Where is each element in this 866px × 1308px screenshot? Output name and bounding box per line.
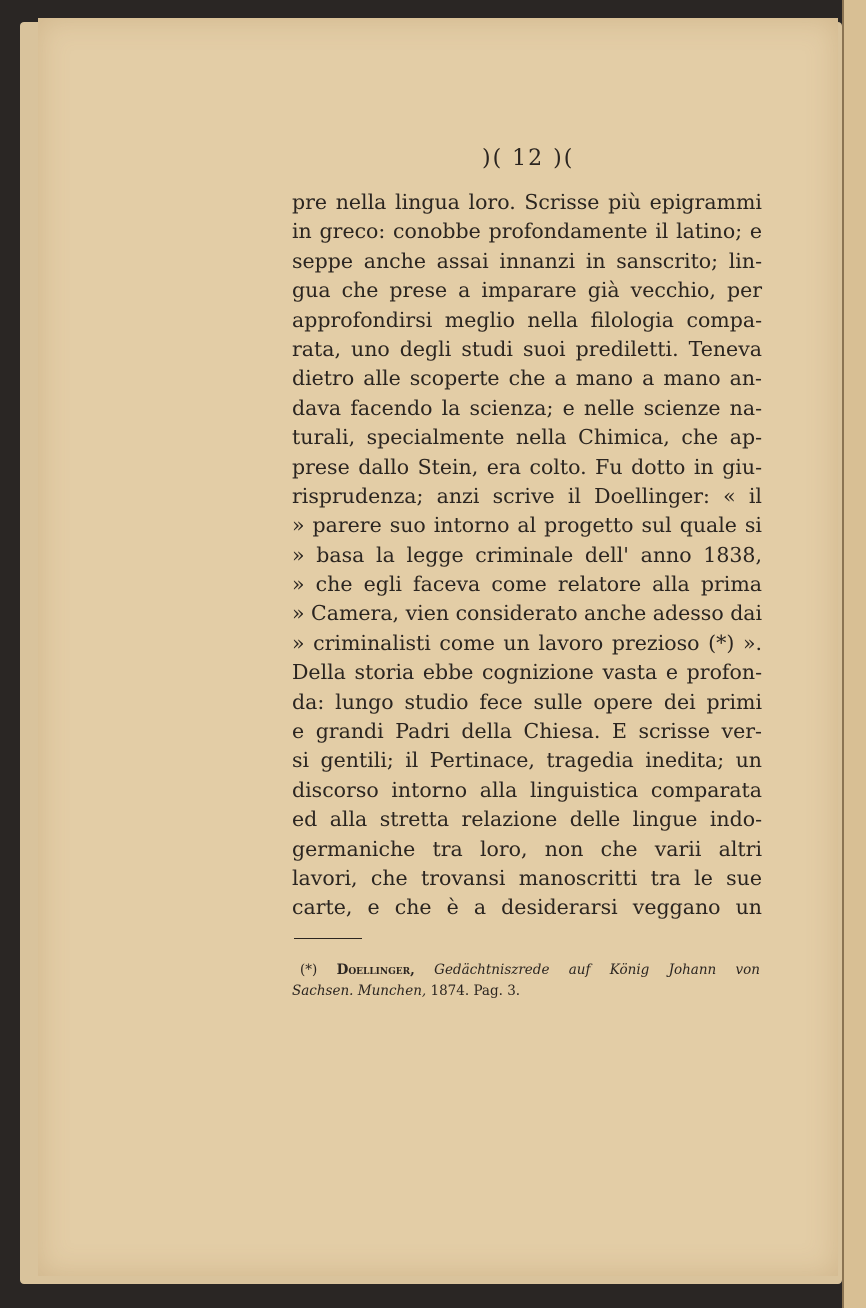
- text-line: lavori, che trovansi manoscritti tra le sue: [292, 865, 762, 890]
- text-line: discorso intorno alla linguistica comparata: [292, 777, 762, 802]
- text-line: » Camera, vien considerato anche adesso dai: [292, 601, 763, 626]
- footnote: [292, 960, 760, 1002]
- text-line: germaniche tra loro, non che varii altri: [292, 836, 762, 861]
- text-line: da: lungo studio fece sulle opere dei primi: [292, 689, 762, 714]
- text-line: dietro alle scoperte che a mano a mano an-: [292, 366, 762, 391]
- text-line: Della storia ebbe cognizione vasta e profon-: [292, 660, 762, 685]
- text-line: pre nella lingua loro. Scrisse più epigrammi: [292, 190, 762, 214]
- text-line: e grandi Padri della Chiesa. E scrisse ver-: [292, 719, 762, 744]
- text-line: approfondirsi meglio nella filologia compa-: [292, 307, 762, 332]
- text-line: seppe anche assai innanzi in sanscrito; lin-: [292, 248, 762, 273]
- body-text: [292, 188, 762, 923]
- text-line: carte, e che è a desiderarsi veggano un: [292, 895, 762, 920]
- next-page-edge: [842, 0, 866, 1308]
- text-line: in greco: conobbe profondamente il latino; e: [292, 219, 762, 244]
- text-line: prese dallo Stein, era colto. Fu dotto in giu-: [292, 454, 762, 479]
- page-number-header: )( 12 )(: [482, 146, 575, 171]
- footnote-title: Gedächtniszrede auf König Johann von: [434, 962, 760, 978]
- footnote-rule: [294, 938, 362, 939]
- footnote-title-cont: Sachsen. Munchen,: [292, 983, 427, 999]
- text-line: gua che prese a imparare già vecchio, per: [292, 278, 762, 303]
- text-line: ed alla stretta relazione delle lingue indo-: [292, 807, 762, 832]
- footnote-publication: 1874. Pag. 3.: [430, 983, 521, 999]
- text-line: risprudenza; anzi scrive il Doellinger: « il: [292, 483, 762, 508]
- text-line: » criminalisti come un lavoro prezioso (*) ».: [292, 630, 762, 655]
- text-line: » che egli faceva come relatore alla prima: [292, 572, 762, 597]
- text-line: » basa la legge criminale dell' anno 1838,: [292, 542, 762, 567]
- text-line: dava facendo la scienza; e nelle scienze na-: [292, 395, 762, 420]
- text-line: rata, uno degli studi suoi prediletti. Teneva: [292, 336, 762, 361]
- footnote-marker: (*): [300, 962, 318, 978]
- text-line: turali, specialmente nella Chimica, che ap-: [292, 425, 762, 450]
- footnote-author: Doellinger,: [336, 962, 415, 978]
- text-line: » parere suo intorno al progetto sul quale si: [292, 513, 762, 538]
- text-line: si gentili; il Pertinace, tragedia inedita; un: [292, 748, 762, 773]
